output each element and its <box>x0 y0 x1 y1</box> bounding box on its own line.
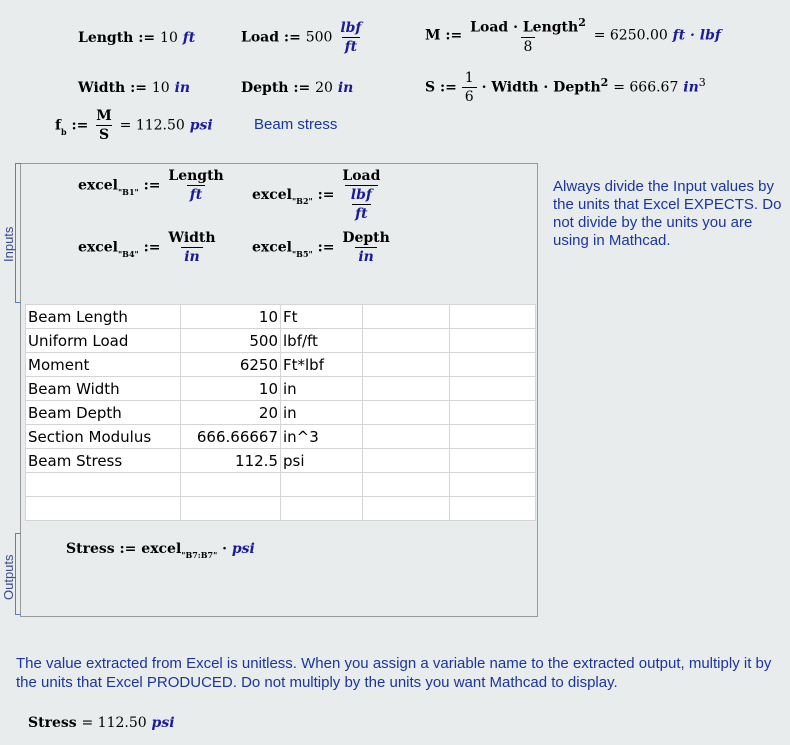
cell-label[interactable]: Beam Depth <box>26 401 181 425</box>
cell-empty[interactable] <box>450 473 536 497</box>
beam-stress-definition[interactable]: $f_b$ := $\frac{M}{S}$ = 112.50 psi <box>55 108 213 143</box>
cell-value[interactable]: 6250 <box>181 353 281 377</box>
table-row[interactable] <box>26 473 536 497</box>
stress-result[interactable]: Stress = 112.50 psi <box>28 715 175 731</box>
cell-label[interactable]: Moment <box>26 353 181 377</box>
section-modulus-definition[interactable]: S := $\frac{1}{6}$ · Width · Depth$^2$ = 666.67 $in^3$ <box>425 70 706 105</box>
cell-empty[interactable] <box>450 401 536 425</box>
cell-empty[interactable] <box>450 377 536 401</box>
cell-label[interactable]: Section Modulus <box>26 425 181 449</box>
cell-label[interactable]: Uniform Load <box>26 329 181 353</box>
cell-empty[interactable] <box>363 329 450 353</box>
table-row[interactable] <box>26 353 536 377</box>
cell-unit[interactable]: in <box>281 401 363 425</box>
table-row[interactable] <box>26 449 536 473</box>
inputs-note: Always divide the Input values by the units that Excel EXPECTS. Do not divide by the units you are using in Mathcad. <box>553 178 782 249</box>
cell-empty[interactable] <box>363 449 450 473</box>
cell-empty[interactable] <box>450 497 536 521</box>
cell-value[interactable]: 666.66667 <box>181 425 281 449</box>
excel-b5-input[interactable]: excel$_{"B5"}$ := $\frac{\text{Depth}}{in}$ <box>252 230 390 265</box>
cell-value[interactable]: 10 <box>181 377 281 401</box>
table-row[interactable] <box>26 377 536 401</box>
stress-output-assignment[interactable]: Stress := excel$_{"B7:B7"}$ · psi <box>66 541 255 560</box>
excel-spreadsheet[interactable] <box>25 304 536 521</box>
cell-unit[interactable]: in <box>281 377 363 401</box>
cell-empty[interactable] <box>26 497 181 521</box>
cell-empty[interactable] <box>450 329 536 353</box>
cell-empty[interactable] <box>450 449 536 473</box>
cell-empty[interactable] <box>181 473 281 497</box>
cell-label[interactable]: Beam Width <box>26 377 181 401</box>
load-definition[interactable]: Load := 500 $\frac{\text{lbf}}{ft}$ <box>241 20 362 55</box>
inputs-label: Inputs <box>1 226 16 262</box>
cell-unit[interactable]: psi <box>281 449 363 473</box>
excel-b2-input[interactable]: excel$_{"B2"}$ := $\frac{\text{Load}}{\frac{\text{lbf}}{ft}}$ <box>252 168 381 222</box>
cell-empty[interactable] <box>281 473 363 497</box>
excel-b4-input[interactable]: excel$_{"B4"}$ := $\frac{\text{Width}}{in}$ <box>78 230 216 265</box>
cell-unit[interactable]: Ft*lbf <box>281 353 363 377</box>
cell-empty[interactable] <box>450 353 536 377</box>
table-row[interactable] <box>26 425 536 449</box>
outputs-note: The value extracted from Excel is unitless. When you assign a variable name to the extracted output, multiply it by the units that Excel PRODUCED. Do not multiply by the units you want Mathcad to display. <box>16 655 772 691</box>
cell-value[interactable]: 20 <box>181 401 281 425</box>
cell-unit[interactable]: lbf/ft <box>281 329 363 353</box>
cell-empty[interactable] <box>363 401 450 425</box>
cell-empty[interactable] <box>363 353 450 377</box>
cell-empty[interactable] <box>363 377 450 401</box>
cell-label[interactable]: Beam Length <box>26 305 181 329</box>
cell-unit[interactable]: in^3 <box>281 425 363 449</box>
cell-value[interactable]: 10 <box>181 305 281 329</box>
cell-empty[interactable] <box>450 425 536 449</box>
depth-definition[interactable]: Depth := 20 in <box>241 80 354 96</box>
outputs-label: Outputs <box>1 554 16 600</box>
excel-b1-input[interactable]: excel$_{"B1"}$ := $\frac{\text{Length}}{ft}$ <box>78 168 224 203</box>
table-row[interactable] <box>26 497 536 521</box>
cell-empty[interactable] <box>363 473 450 497</box>
cell-empty[interactable] <box>26 473 181 497</box>
moment-definition[interactable]: M := $\frac{Load \cdot Length^2}{8}$ = 6250.00 ft · lbf <box>425 16 721 55</box>
length-definition[interactable]: Length := 10 ft <box>78 30 196 46</box>
table-row[interactable] <box>26 305 536 329</box>
cell-empty[interactable] <box>281 497 363 521</box>
table-row[interactable] <box>26 401 536 425</box>
cell-empty[interactable] <box>363 425 450 449</box>
cell-value[interactable]: 500 <box>181 329 281 353</box>
cell-value[interactable]: 112.5 <box>181 449 281 473</box>
beam-stress-label: Beam stress <box>254 116 338 133</box>
cell-empty[interactable] <box>363 305 450 329</box>
width-definition[interactable]: Width := 10 in <box>78 80 191 96</box>
table-row[interactable] <box>26 329 536 353</box>
cell-empty[interactable] <box>450 305 536 329</box>
cell-empty[interactable] <box>181 497 281 521</box>
cell-label[interactable]: Beam Stress <box>26 449 181 473</box>
cell-empty[interactable] <box>363 497 450 521</box>
cell-unit[interactable]: Ft <box>281 305 363 329</box>
